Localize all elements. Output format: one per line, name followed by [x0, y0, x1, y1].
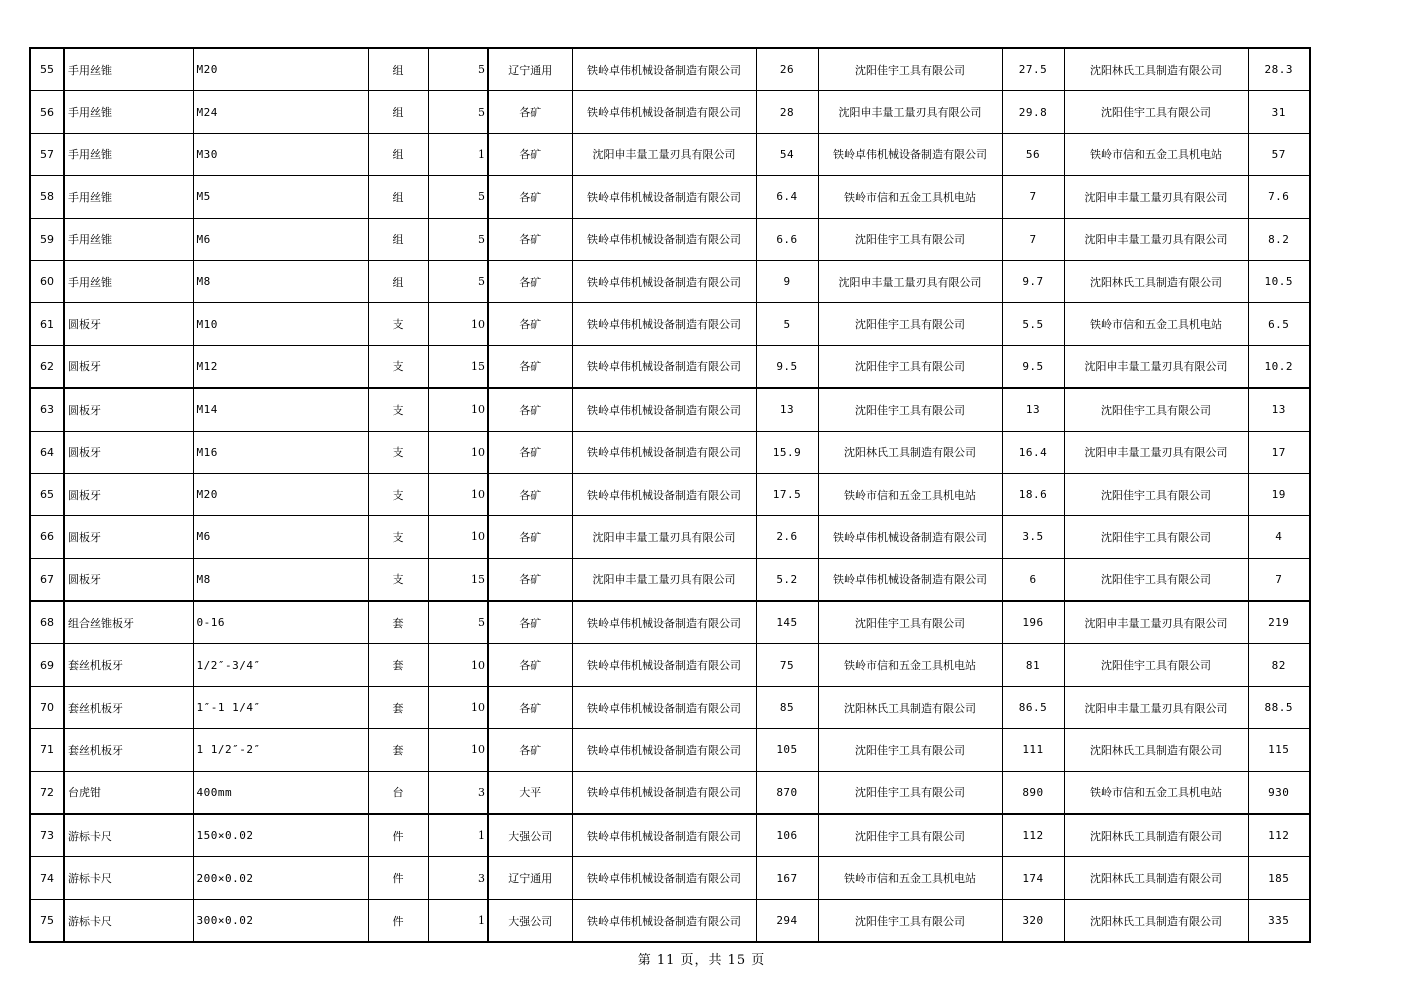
supplier-1-cell: 铁岭卓伟机械设备制造有限公司 [572, 260, 756, 302]
supplier-2-cell: 铁岭卓伟机械设备制造有限公司 [818, 558, 1002, 601]
supplier-2-cell: 铁岭市信和五金工具机电站 [818, 857, 1002, 899]
using-unit-cell: 各矿 [488, 260, 572, 302]
row-number-cell: 69 [30, 644, 64, 686]
using-unit-cell: 各矿 [488, 218, 572, 260]
supplier-1-cell: 沈阳申丰量工量刃具有限公司 [572, 516, 756, 558]
item-name-cell: 圆板牙 [64, 388, 193, 431]
row-number-cell: 59 [30, 218, 64, 260]
item-spec-cell: M8 [193, 260, 368, 302]
supplier-1-cell: 沈阳申丰量工量刃具有限公司 [572, 133, 756, 175]
item-unit-cell: 套 [368, 644, 428, 686]
row-number-cell: 73 [30, 814, 64, 857]
supplier-3-cell: 沈阳申丰量工量刃具有限公司 [1064, 345, 1248, 388]
supplier-1-cell: 铁岭卓伟机械设备制造有限公司 [572, 771, 756, 814]
price-2-cell: 81 [1002, 644, 1064, 686]
using-unit-cell: 各矿 [488, 345, 572, 388]
supplier-3-cell: 铁岭市信和五金工具机电站 [1064, 303, 1248, 345]
supplier-2-cell: 沈阳佳宇工具有限公司 [818, 303, 1002, 345]
supplier-2-cell: 沈阳佳宇工具有限公司 [818, 899, 1002, 942]
supplier-2-cell: 沈阳佳宇工具有限公司 [818, 345, 1002, 388]
price-2-cell: 7 [1002, 218, 1064, 260]
using-unit-cell: 各矿 [488, 176, 572, 218]
item-spec-cell: M10 [193, 303, 368, 345]
price-3-cell: 6.5 [1248, 303, 1310, 345]
item-unit-cell: 支 [368, 431, 428, 473]
supplier-2-cell: 沈阳佳宇工具有限公司 [818, 218, 1002, 260]
supplier-2-cell: 沈阳佳宇工具有限公司 [818, 771, 1002, 814]
row-number-cell: 60 [30, 260, 64, 302]
supplier-1-cell: 铁岭卓伟机械设备制造有限公司 [572, 601, 756, 644]
row-number-cell: 64 [30, 431, 64, 473]
price-1-cell: 105 [756, 729, 818, 771]
table-row [30, 644, 1310, 686]
supplier-1-cell: 铁岭卓伟机械设备制造有限公司 [572, 686, 756, 728]
supplier-3-cell: 沈阳佳宇工具有限公司 [1064, 516, 1248, 558]
item-name-cell: 组合丝锥板牙 [64, 601, 193, 644]
supplier-1-cell: 铁岭卓伟机械设备制造有限公司 [572, 303, 756, 345]
supplier-3-cell: 铁岭市信和五金工具机电站 [1064, 771, 1248, 814]
price-2-cell: 7 [1002, 176, 1064, 218]
item-name-cell: 圆板牙 [64, 558, 193, 601]
item-unit-cell: 套 [368, 601, 428, 644]
item-spec-cell: 1/2″-3/4″ [193, 644, 368, 686]
item-name-cell: 游标卡尺 [64, 814, 193, 857]
price-2-cell: 56 [1002, 133, 1064, 175]
supplier-3-cell: 沈阳申丰量工量刃具有限公司 [1064, 176, 1248, 218]
using-unit-cell: 各矿 [488, 601, 572, 644]
item-unit-cell: 组 [368, 260, 428, 302]
table-row [30, 133, 1310, 175]
supplier-3-cell: 沈阳申丰量工量刃具有限公司 [1064, 431, 1248, 473]
price-3-cell: 57 [1248, 133, 1310, 175]
price-3-cell: 335 [1248, 899, 1310, 942]
row-number-cell: 72 [30, 771, 64, 814]
price-2-cell: 6 [1002, 558, 1064, 601]
supplier-3-cell: 铁岭市信和五金工具机电站 [1064, 133, 1248, 175]
item-name-cell: 圆板牙 [64, 516, 193, 558]
supplier-2-cell: 沈阳申丰量工量刃具有限公司 [818, 91, 1002, 133]
item-spec-cell: 300×0.02 [193, 899, 368, 942]
price-3-cell: 88.5 [1248, 686, 1310, 728]
price-1-cell: 2.6 [756, 516, 818, 558]
page-footer: 第 11 页，共 15 页 [637, 953, 766, 968]
price-1-cell: 75 [756, 644, 818, 686]
price-3-cell: 112 [1248, 814, 1310, 857]
item-name-cell: 圆板牙 [64, 473, 193, 515]
using-unit-cell: 各矿 [488, 133, 572, 175]
using-unit-cell: 各矿 [488, 516, 572, 558]
item-name-cell: 圆板牙 [64, 345, 193, 388]
item-spec-cell: 1″-1 1/4″ [193, 686, 368, 728]
supplier-3-cell: 沈阳林氏工具制造有限公司 [1064, 814, 1248, 857]
supplier-2-cell: 铁岭市信和五金工具机电站 [818, 644, 1002, 686]
item-spec-cell: M24 [193, 91, 368, 133]
price-3-cell: 10.2 [1248, 345, 1310, 388]
supplier-3-cell: 沈阳林氏工具制造有限公司 [1064, 729, 1248, 771]
price-2-cell: 5.5 [1002, 303, 1064, 345]
table-row [30, 345, 1310, 388]
row-number-cell: 55 [30, 48, 64, 91]
table-row [30, 857, 1310, 899]
item-name-cell: 手用丝锥 [64, 48, 193, 91]
item-quantity-cell: 1 [428, 899, 488, 942]
item-unit-cell: 组 [368, 176, 428, 218]
table-row [30, 260, 1310, 302]
price-2-cell: 112 [1002, 814, 1064, 857]
item-quantity-cell: 5 [428, 91, 488, 133]
item-quantity-cell: 10 [428, 303, 488, 345]
price-3-cell: 28.3 [1248, 48, 1310, 91]
price-2-cell: 27.5 [1002, 48, 1064, 91]
item-unit-cell: 件 [368, 814, 428, 857]
price-3-cell: 115 [1248, 729, 1310, 771]
price-1-cell: 167 [756, 857, 818, 899]
item-name-cell: 手用丝锥 [64, 260, 193, 302]
price-1-cell: 6.4 [756, 176, 818, 218]
item-unit-cell: 支 [368, 303, 428, 345]
price-3-cell: 185 [1248, 857, 1310, 899]
supplier-2-cell: 沈阳佳宇工具有限公司 [818, 388, 1002, 431]
item-spec-cell: M20 [193, 473, 368, 515]
price-1-cell: 6.6 [756, 218, 818, 260]
price-2-cell: 111 [1002, 729, 1064, 771]
item-unit-cell: 套 [368, 729, 428, 771]
item-quantity-cell: 1 [428, 133, 488, 175]
item-quantity-cell: 5 [428, 48, 488, 91]
row-number-cell: 68 [30, 601, 64, 644]
price-comparison-table [29, 47, 1311, 943]
row-number-cell: 56 [30, 91, 64, 133]
item-name-cell: 套丝机板牙 [64, 729, 193, 771]
price-1-cell: 85 [756, 686, 818, 728]
price-3-cell: 930 [1248, 771, 1310, 814]
price-3-cell: 10.5 [1248, 260, 1310, 302]
item-unit-cell: 支 [368, 388, 428, 431]
table-row [30, 899, 1310, 942]
using-unit-cell: 辽宁通用 [488, 48, 572, 91]
item-name-cell: 手用丝锥 [64, 176, 193, 218]
item-spec-cell: 400mm [193, 771, 368, 814]
item-unit-cell: 组 [368, 133, 428, 175]
supplier-2-cell: 沈阳申丰量工量刃具有限公司 [818, 260, 1002, 302]
supplier-1-cell: 铁岭卓伟机械设备制造有限公司 [572, 345, 756, 388]
item-spec-cell: 200×0.02 [193, 857, 368, 899]
supplier-1-cell: 铁岭卓伟机械设备制造有限公司 [572, 176, 756, 218]
supplier-1-cell: 铁岭卓伟机械设备制造有限公司 [572, 814, 756, 857]
supplier-2-cell: 铁岭市信和五金工具机电站 [818, 473, 1002, 515]
item-name-cell: 游标卡尺 [64, 899, 193, 942]
table-row [30, 771, 1310, 814]
table-row [30, 516, 1310, 558]
price-1-cell: 294 [756, 899, 818, 942]
item-spec-cell: M14 [193, 388, 368, 431]
item-quantity-cell: 15 [428, 345, 488, 388]
item-quantity-cell: 10 [428, 686, 488, 728]
price-2-cell: 18.6 [1002, 473, 1064, 515]
item-spec-cell: 0-16 [193, 601, 368, 644]
item-name-cell: 圆板牙 [64, 303, 193, 345]
row-number-cell: 65 [30, 473, 64, 515]
item-unit-cell: 套 [368, 686, 428, 728]
item-quantity-cell: 5 [428, 601, 488, 644]
price-2-cell: 890 [1002, 771, 1064, 814]
item-name-cell: 圆板牙 [64, 431, 193, 473]
price-3-cell: 4 [1248, 516, 1310, 558]
table-row [30, 686, 1310, 728]
item-unit-cell: 件 [368, 857, 428, 899]
using-unit-cell: 各矿 [488, 431, 572, 473]
table-row [30, 48, 1310, 91]
item-unit-cell: 支 [368, 516, 428, 558]
item-quantity-cell: 15 [428, 558, 488, 601]
table-row [30, 218, 1310, 260]
supplier-1-cell: 铁岭卓伟机械设备制造有限公司 [572, 218, 756, 260]
price-1-cell: 9.5 [756, 345, 818, 388]
item-spec-cell: M5 [193, 176, 368, 218]
item-name-cell: 手用丝锥 [64, 133, 193, 175]
supplier-1-cell: 沈阳申丰量工量刃具有限公司 [572, 558, 756, 601]
row-number-cell: 66 [30, 516, 64, 558]
using-unit-cell: 大平 [488, 771, 572, 814]
table-row [30, 388, 1310, 431]
supplier-3-cell: 沈阳佳宇工具有限公司 [1064, 91, 1248, 133]
table-row [30, 558, 1310, 601]
using-unit-cell: 各矿 [488, 644, 572, 686]
row-number-cell: 57 [30, 133, 64, 175]
item-spec-cell: 150×0.02 [193, 814, 368, 857]
supplier-1-cell: 铁岭卓伟机械设备制造有限公司 [572, 388, 756, 431]
price-1-cell: 26 [756, 48, 818, 91]
supplier-3-cell: 沈阳林氏工具制造有限公司 [1064, 260, 1248, 302]
supplier-1-cell: 铁岭卓伟机械设备制造有限公司 [572, 644, 756, 686]
row-number-cell: 75 [30, 899, 64, 942]
item-spec-cell: M20 [193, 48, 368, 91]
row-number-cell: 63 [30, 388, 64, 431]
supplier-3-cell: 沈阳林氏工具制造有限公司 [1064, 899, 1248, 942]
item-quantity-cell: 10 [428, 729, 488, 771]
item-quantity-cell: 5 [428, 260, 488, 302]
price-3-cell: 7.6 [1248, 176, 1310, 218]
item-name-cell: 手用丝锥 [64, 91, 193, 133]
supplier-1-cell: 铁岭卓伟机械设备制造有限公司 [572, 431, 756, 473]
supplier-3-cell: 沈阳林氏工具制造有限公司 [1064, 48, 1248, 91]
using-unit-cell: 大强公司 [488, 814, 572, 857]
supplier-1-cell: 铁岭卓伟机械设备制造有限公司 [572, 857, 756, 899]
table-row [30, 473, 1310, 515]
price-3-cell: 219 [1248, 601, 1310, 644]
supplier-2-cell: 铁岭市信和五金工具机电站 [818, 176, 1002, 218]
price-2-cell: 86.5 [1002, 686, 1064, 728]
item-unit-cell: 台 [368, 771, 428, 814]
item-unit-cell: 件 [368, 899, 428, 942]
supplier-3-cell: 沈阳佳宇工具有限公司 [1064, 473, 1248, 515]
supplier-2-cell: 沈阳佳宇工具有限公司 [818, 814, 1002, 857]
item-unit-cell: 组 [368, 48, 428, 91]
item-quantity-cell: 10 [428, 431, 488, 473]
item-name-cell: 套丝机板牙 [64, 686, 193, 728]
item-unit-cell: 组 [368, 218, 428, 260]
supplier-2-cell: 沈阳林氏工具制造有限公司 [818, 431, 1002, 473]
item-quantity-cell: 10 [428, 388, 488, 431]
price-1-cell: 5 [756, 303, 818, 345]
price-2-cell: 196 [1002, 601, 1064, 644]
item-unit-cell: 支 [368, 345, 428, 388]
price-3-cell: 8.2 [1248, 218, 1310, 260]
using-unit-cell: 辽宁通用 [488, 857, 572, 899]
price-1-cell: 145 [756, 601, 818, 644]
item-quantity-cell: 5 [428, 176, 488, 218]
price-1-cell: 870 [756, 771, 818, 814]
price-1-cell: 13 [756, 388, 818, 431]
item-unit-cell: 组 [368, 91, 428, 133]
price-2-cell: 3.5 [1002, 516, 1064, 558]
supplier-3-cell: 沈阳佳宇工具有限公司 [1064, 388, 1248, 431]
row-number-cell: 67 [30, 558, 64, 601]
item-quantity-cell: 10 [428, 644, 488, 686]
price-2-cell: 174 [1002, 857, 1064, 899]
item-quantity-cell: 3 [428, 771, 488, 814]
table-row [30, 176, 1310, 218]
price-1-cell: 28 [756, 91, 818, 133]
supplier-1-cell: 铁岭卓伟机械设备制造有限公司 [572, 473, 756, 515]
supplier-2-cell: 沈阳佳宇工具有限公司 [818, 601, 1002, 644]
row-number-cell: 61 [30, 303, 64, 345]
item-spec-cell: M16 [193, 431, 368, 473]
supplier-2-cell: 铁岭卓伟机械设备制造有限公司 [818, 133, 1002, 175]
table-row [30, 91, 1310, 133]
item-quantity-cell: 10 [428, 516, 488, 558]
price-3-cell: 31 [1248, 91, 1310, 133]
item-quantity-cell: 1 [428, 814, 488, 857]
supplier-3-cell: 沈阳林氏工具制造有限公司 [1064, 857, 1248, 899]
price-1-cell: 54 [756, 133, 818, 175]
using-unit-cell: 各矿 [488, 91, 572, 133]
supplier-3-cell: 沈阳申丰量工量刃具有限公司 [1064, 686, 1248, 728]
item-name-cell: 套丝机板牙 [64, 644, 193, 686]
supplier-3-cell: 沈阳佳宇工具有限公司 [1064, 558, 1248, 601]
price-3-cell: 7 [1248, 558, 1310, 601]
price-1-cell: 15.9 [756, 431, 818, 473]
using-unit-cell: 大强公司 [488, 899, 572, 942]
item-name-cell: 游标卡尺 [64, 857, 193, 899]
table-row [30, 601, 1310, 644]
price-2-cell: 9.5 [1002, 345, 1064, 388]
using-unit-cell: 各矿 [488, 303, 572, 345]
price-1-cell: 9 [756, 260, 818, 302]
item-spec-cell: M6 [193, 218, 368, 260]
using-unit-cell: 各矿 [488, 686, 572, 728]
table-row [30, 303, 1310, 345]
price-3-cell: 19 [1248, 473, 1310, 515]
item-spec-cell: M30 [193, 133, 368, 175]
price-2-cell: 320 [1002, 899, 1064, 942]
supplier-3-cell: 沈阳佳宇工具有限公司 [1064, 644, 1248, 686]
table-row [30, 814, 1310, 857]
price-2-cell: 9.7 [1002, 260, 1064, 302]
price-2-cell: 16.4 [1002, 431, 1064, 473]
item-spec-cell: M6 [193, 516, 368, 558]
item-name-cell: 手用丝锥 [64, 218, 193, 260]
using-unit-cell: 各矿 [488, 473, 572, 515]
item-quantity-cell: 5 [428, 218, 488, 260]
using-unit-cell: 各矿 [488, 558, 572, 601]
table-row [30, 431, 1310, 473]
row-number-cell: 71 [30, 729, 64, 771]
supplier-1-cell: 铁岭卓伟机械设备制造有限公司 [572, 899, 756, 942]
supplier-2-cell: 沈阳林氏工具制造有限公司 [818, 686, 1002, 728]
price-1-cell: 17.5 [756, 473, 818, 515]
price-2-cell: 29.8 [1002, 91, 1064, 133]
row-number-cell: 62 [30, 345, 64, 388]
row-number-cell: 58 [30, 176, 64, 218]
item-unit-cell: 支 [368, 473, 428, 515]
supplier-2-cell: 铁岭卓伟机械设备制造有限公司 [818, 516, 1002, 558]
price-2-cell: 13 [1002, 388, 1064, 431]
item-quantity-cell: 3 [428, 857, 488, 899]
price-3-cell: 82 [1248, 644, 1310, 686]
using-unit-cell: 各矿 [488, 729, 572, 771]
supplier-2-cell: 沈阳佳宇工具有限公司 [818, 729, 1002, 771]
supplier-1-cell: 铁岭卓伟机械设备制造有限公司 [572, 48, 756, 91]
row-number-cell: 74 [30, 857, 64, 899]
supplier-3-cell: 沈阳申丰量工量刃具有限公司 [1064, 601, 1248, 644]
supplier-3-cell: 沈阳申丰量工量刃具有限公司 [1064, 218, 1248, 260]
supplier-2-cell: 沈阳佳宇工具有限公司 [818, 48, 1002, 91]
item-spec-cell: M12 [193, 345, 368, 388]
supplier-1-cell: 铁岭卓伟机械设备制造有限公司 [572, 729, 756, 771]
item-unit-cell: 支 [368, 558, 428, 601]
row-number-cell: 70 [30, 686, 64, 728]
price-3-cell: 13 [1248, 388, 1310, 431]
price-3-cell: 17 [1248, 431, 1310, 473]
using-unit-cell: 各矿 [488, 388, 572, 431]
table-row [30, 729, 1310, 771]
price-1-cell: 106 [756, 814, 818, 857]
price-1-cell: 5.2 [756, 558, 818, 601]
item-spec-cell: M8 [193, 558, 368, 601]
item-quantity-cell: 10 [428, 473, 488, 515]
supplier-1-cell: 铁岭卓伟机械设备制造有限公司 [572, 91, 756, 133]
item-spec-cell: 1 1/2″-2″ [193, 729, 368, 771]
item-name-cell: 台虎钳 [64, 771, 193, 814]
